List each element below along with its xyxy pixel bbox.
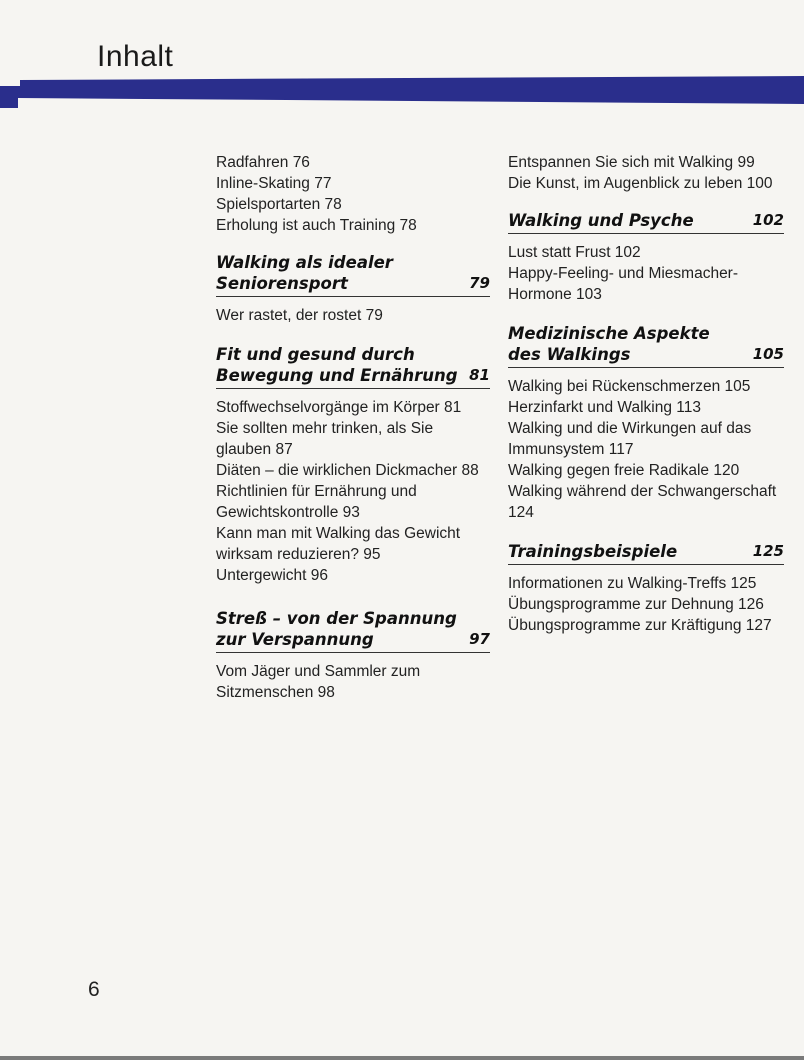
section-page: 125 — [752, 542, 784, 560]
section-heading[interactable] — [508, 323, 784, 368]
toc-section — [508, 210, 784, 305]
toc-right-column — [508, 152, 784, 636]
toc-section — [216, 608, 490, 703]
section-title: Walking und Psyche — [508, 211, 694, 230]
toc-entry[interactable]: Stoffwechselvorgänge im Körper 81 — [216, 399, 462, 416]
section-title: Trainingsbeispiele — [508, 542, 678, 561]
toc-entry[interactable]: Inline-Skating 77 — [216, 175, 332, 192]
toc-entry[interactable]: Walking bei Rückenschmerzen 105 — [508, 378, 751, 395]
section-page: 81 — [469, 366, 490, 384]
toc-entry[interactable]: Diäten – die wirklichen Dickmacher 88 — [216, 462, 479, 479]
section-title: Streß – von der Spannung zur Verspannung — [216, 609, 457, 649]
toc-entry[interactable]: Übungsprogramme zur Dehnung 126 — [508, 596, 764, 613]
page-bottom-edge — [0, 1056, 804, 1060]
page-number: 6 — [88, 978, 100, 1001]
section-heading[interactable] — [508, 210, 784, 234]
section-heading[interactable] — [508, 541, 784, 565]
toc-entry[interactable]: Vom Jäger und Sammler zum Sitzmenschen 98 — [216, 663, 421, 701]
toc-section — [216, 344, 490, 586]
toc-entry[interactable]: Sie sollten mehr trinken, als Sie glauben 87 — [216, 420, 434, 458]
toc-entry[interactable]: Kann man mit Walking das Gewicht wirksam reduzieren? 95 — [216, 525, 461, 563]
toc-entry-group — [508, 152, 784, 194]
toc-entry[interactable]: Die Kunst, im Augenblick zu leben 100 — [508, 175, 773, 192]
section-page: 79 — [469, 274, 490, 292]
section-title: Fit und gesund durch Bewegung und Ernährung — [216, 345, 458, 385]
toc-entry[interactable]: Happy-Feeling- und Miesmacher-Hormone 103 — [508, 265, 739, 303]
toc-entry[interactable]: Walking gegen freie Radikale 120 — [508, 462, 740, 479]
toc-entry[interactable]: Richtlinien für Ernährung und Gewichtskontrolle 93 — [216, 483, 417, 521]
toc-entry[interactable]: Informationen zu Walking-Treffs 125 — [508, 575, 757, 592]
section-title: Walking als idealer Seniorensport — [216, 253, 393, 293]
title-bar — [0, 74, 804, 108]
toc-section — [508, 323, 784, 523]
toc-entry[interactable]: Walking während der Schwangerschaft 124 — [508, 483, 777, 521]
section-heading[interactable] — [216, 252, 490, 297]
title-bar-shape — [0, 76, 804, 108]
section-page: 105 — [752, 345, 784, 363]
toc-section — [216, 252, 490, 326]
toc-entry[interactable]: Lust statt Frust 102 — [508, 244, 641, 261]
toc-section — [508, 541, 784, 636]
section-title: Medizinische Aspekte des Walkings — [508, 324, 710, 364]
toc-entry[interactable]: Radfahren 76 — [216, 154, 310, 171]
section-heading[interactable] — [216, 608, 490, 653]
toc-entry[interactable]: Wer rastet, der rostet 79 — [216, 307, 383, 324]
toc-entry[interactable]: Untergewicht 96 — [216, 567, 329, 584]
toc-entry[interactable]: Erholung ist auch Training 78 — [216, 217, 417, 234]
section-page: 102 — [752, 211, 784, 229]
toc-entry[interactable]: Spielsportarten 78 — [216, 196, 342, 213]
section-page: 97 — [469, 630, 490, 648]
toc-entry[interactable]: Übungsprogramme zur Kräftigung 127 — [508, 617, 772, 634]
toc-entry[interactable]: Entspannen Sie sich mit Walking 99 — [508, 154, 755, 171]
section-heading[interactable] — [216, 344, 490, 389]
page-title: Inhalt — [97, 40, 174, 73]
toc-entry-group — [216, 152, 490, 236]
toc-left-column — [216, 152, 490, 703]
toc-entry[interactable]: Herzinfarkt und Walking 113 — [508, 399, 701, 416]
toc-entry[interactable]: Walking und die Wirkungen auf das Immunsystem 117 — [508, 420, 752, 458]
